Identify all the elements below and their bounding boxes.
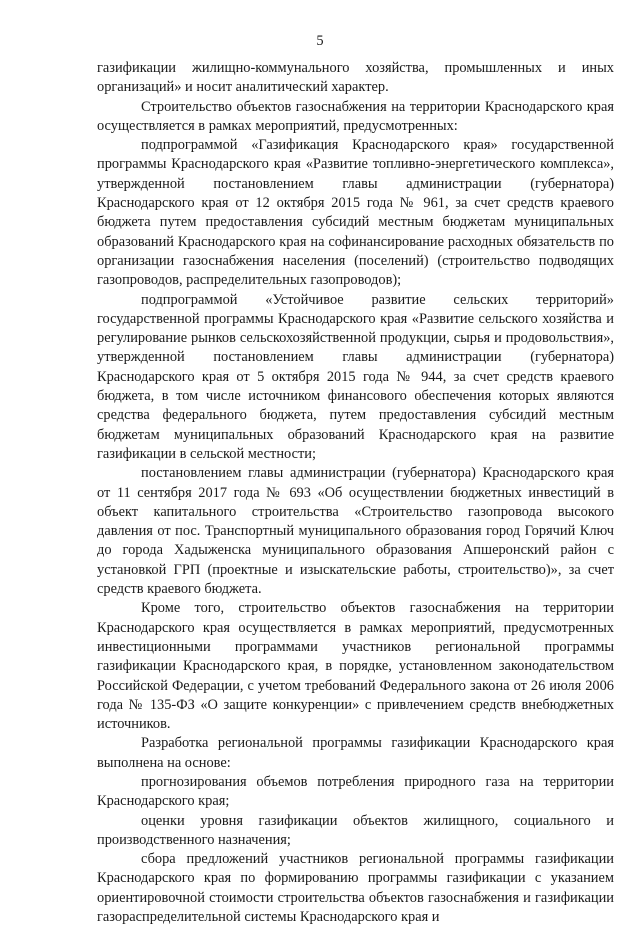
document-body — [97, 59, 614, 927]
paragraph-program-basis: Разработка региональной программы газификации Краснодарского края выполнена на основе: — [97, 735, 614, 771]
paragraph-decree-693: постановлением главы администрации (губернатора) Краснодарского края от 11 сентября 2017 года № 693 «Об осуществлении бюджетных инвестиций в объект капитального строительства «Строительство газопровода высокого давления от пос. Транспортный муниципального образования город Горячий Ключ до города Хадыженска муниципального образования Апшеронский район с установкой ГРП (проектные и изыскательские работы, строительство)», за счет средств краевого бюджета. — [97, 465, 614, 598]
paragraph-subprogram-gasification: подпрограммой «Газификация Краснодарского края» государственной программы Краснодарского края «Развитие топливно-энергетического комплекса», утвержденной постановлением главы администрации (губернатора) Краснодарского края от 12 октября 2015 года № 961, за счет средств краевого бюджета путем предоставления субсидий местным бюджетам муниципальных образований Краснодарского края на софинансирование расходных обязательств по организации газоснабжения населения (поселений) (строительство подводящих газопроводов, распределительных газопроводов); — [97, 137, 614, 289]
paragraph-gas-construction-intro: Строительство объектов газоснабжения на территории Краснодарского края осуществляется в рамках мероприятий, предусмотренных: — [97, 98, 614, 134]
paragraph-investment-programs: Кроме того, строительство объектов газоснабжения на территории Краснодарского края осуществляется в рамках мероприятий, предусмотренных инвестиционными программами участников региональной программы газификации Краснодарского края, в порядке, установленном законодательством Российской Федерации, с учетом требований Федерального закона от 26 июля 2006 года № 135-ФЗ «О защите конкуренции» с привлечением средств внебюджетных источников. — [97, 600, 614, 733]
paragraph-assessment: оценки уровня газификации объектов жилищного, социального и производственного назначения; — [97, 812, 614, 848]
paragraph-subprogram-rural-development: подпрограммой «Устойчивое развитие сельских территорий» государственной программы Краснодарского края «Развитие сельского хозяйства и регулирование рынков сельскохозяйственной продукции, сырья и продовольствия», утвержденной постановлением главы администрации (губернатора) Краснодарского края от 5 октября 2015 года № 944, за счет средств краевого бюджета, в том числе источником финансового обеспечения которых являются средства федерального бюджета, путем предоставления субсидий местным бюджетам муниципальных образований Краснодарского края на развитие газификации в сельской местности; — [97, 291, 614, 462]
paragraph-proposals: сбора предложений участников региональной программы газификации Краснодарского края по формированию программы газификации с указанием ориентировочной стоимости строительства объектов газоснабжения и газификации газораспределительной системы Краснодарского края и — [97, 851, 614, 926]
paragraph-continuation: газификации жилищно-коммунального хозяйства, промышленных и иных организаций» и носит аналитический характер. — [97, 60, 614, 96]
page-number: 5 — [316, 33, 324, 49]
paragraph-forecasting: прогнозирования объемов потребления природного газа на территории Краснодарского края; — [97, 773, 614, 810]
